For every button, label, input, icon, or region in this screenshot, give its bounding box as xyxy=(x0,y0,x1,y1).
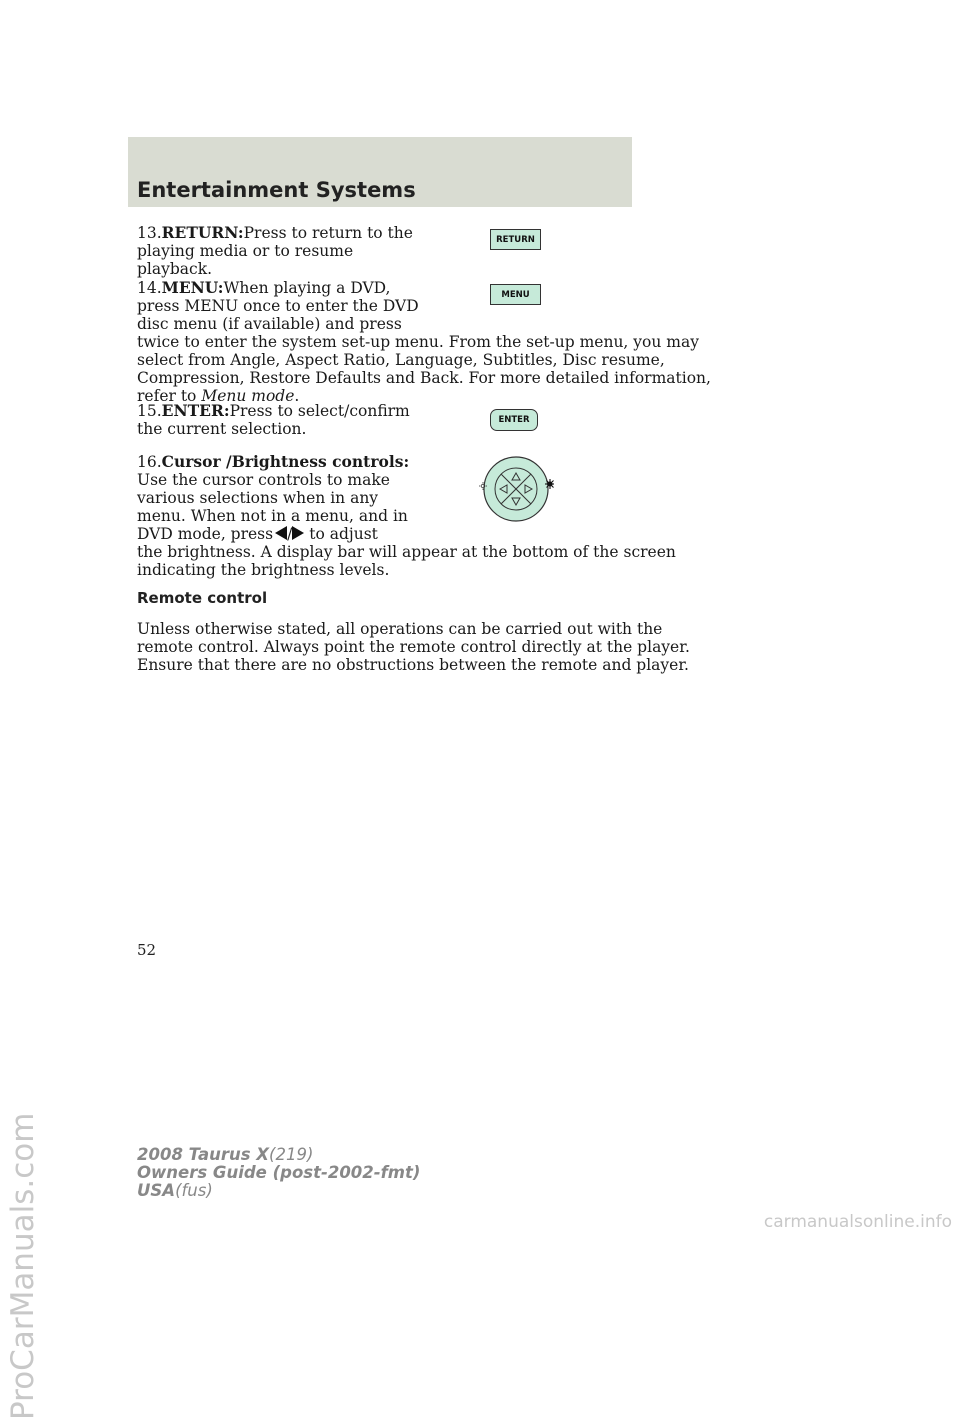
item-menu: 14.MENU:When playing a DVD, press MENU once to enter the DVD disc menu (if available) and press twice to enter the system set-up menu. From the set-up menu, you may select from Angle, Aspect Ratio, Language, Subtitles, Disc resume, Compression, Restore Defaults and Back. For more detailed information, refer to Menu mode. xyxy=(137,278,711,405)
remote-control-paragraph: Unless otherwise stated, all operations can be carried out with the remote control. Always point the remote control directly at the player. Ensure that there are no obstructions between the remote and player. xyxy=(137,620,690,674)
item-return-label: RETURN: xyxy=(161,223,244,242)
bottom-link[interactable]: carmanualsonline.info xyxy=(763,1212,952,1232)
item-cursor-label: Cursor /Brightness controls: xyxy=(161,452,410,471)
document-footer: 2008 Taurus X(219) Owners Guide (post-2002-fmt) USA(fus) xyxy=(137,1145,421,1200)
return-button-graphic: RETURN xyxy=(490,229,541,250)
enter-button-graphic: ENTER xyxy=(490,409,538,431)
cursor-pad-graphic xyxy=(478,455,554,525)
remote-control-heading: Remote control xyxy=(137,589,268,607)
left-triangle-icon xyxy=(275,526,287,540)
watermark: ProCarManuals.com xyxy=(5,1112,41,1420)
menu-button-graphic: MENU xyxy=(490,284,541,305)
menu-mode-reference: Menu mode xyxy=(201,387,295,405)
item-enter-label: ENTER: xyxy=(161,401,230,420)
page-title: Entertainment Systems xyxy=(137,178,416,202)
page-number: 52 xyxy=(137,941,157,959)
item-cursor-brightness: 16.Cursor /Brightness controls: Use the cursor controls to make various selections when in any menu. When not in a menu, and in DVD mode, press / to adjust the brightness. A display bar will appear at the bottom of the screen indicating the brightness levels. xyxy=(137,452,676,579)
item-menu-label: MENU: xyxy=(161,278,224,297)
item-return: 13.RETURN:Press to return to the playing media or to resume playback. xyxy=(137,223,413,278)
right-triangle-icon xyxy=(292,526,304,540)
item-enter: 15.ENTER:Press to select/confirm the current selection. xyxy=(137,401,410,438)
